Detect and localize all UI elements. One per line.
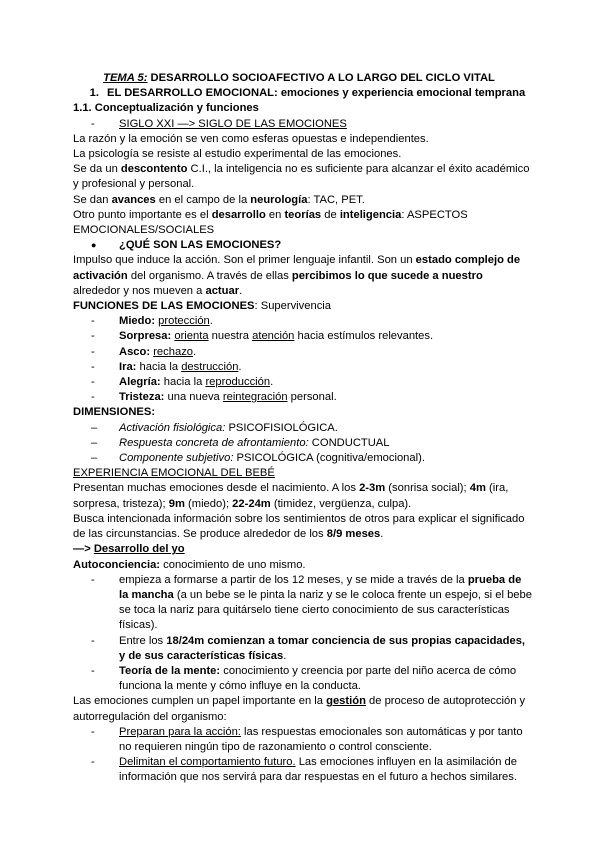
- document-title: TEMA 5: DESARROLLO SOCIOAFECTIVO A LO LARGO DEL CICLO VITAL: [103, 72, 495, 84]
- list-item: – Componente subjetivo: PSICOLÓGICA (cognitiva/emocional).: [91, 452, 425, 465]
- list-item: - Entre los 18/24m comienzan a tomar conciencia de sus propias capacidades, y de sus características físicas.: [91, 634, 526, 662]
- list-item: - Ira: hacia la destrucción.: [91, 360, 242, 373]
- list-item: - Preparan para la acción: las respuestas emocionales son automáticas y por tanto no requieren ningún tipo de razonamiento o control consciente.: [91, 725, 523, 753]
- paragraph: Impulso que induce la acción. Son el primer lenguaje infantil. Son un estado complejo de activación del organismo. A través de ellas percibimos lo que sucede a nuestro alrededor y nos mueven a actuar.: [73, 254, 521, 297]
- list-item: - Tristeza: una nueva reintegración personal.: [91, 391, 337, 404]
- paragraph: Autoconciencia: conocimiento de uno mismo.: [73, 558, 306, 571]
- list-item: - Teoría de la mente: conocimiento y creencia por parte del niño acerca de cómo funciona la mente y cómo influye en la conducta.: [91, 664, 517, 693]
- heading-funciones: FUNCIONES DE LAS EMOCIONES: Supervivencia: [73, 300, 332, 313]
- list-item: - empieza a formarse a partir de los 12 meses, y se mide a través de la prueba de la mancha (a un bebe se le pinta la nariz y se le coloca frente un espejo, si el bebe se toca la nariz para quitárselo tiene cierto conocimiento de sus características físicas).: [91, 573, 532, 632]
- paragraph: Busca intencionada información sobre los sentimientos de otros para explicar el significado de las circunstancias. Se produce alrededor de los 8/9 meses.: [73, 512, 525, 541]
- paragraph: Otro punto importante es el desarrollo en teorías de inteligencia: ASPECTOS EMOCIONALES/SOCIALES: [73, 208, 468, 237]
- paragraph: Se dan avances en el campo de la neurología: TAC, PET.: [73, 193, 365, 206]
- list-item: - Alegría: hacia la reproducción.: [91, 376, 274, 389]
- list-item: – Respuesta concreta de afrontamiento: CONDUCTUAL: [91, 436, 390, 449]
- list-item: – Activación fisiológica: PSICOFISIOLÓGICA.: [91, 421, 338, 434]
- heading-dimensiones: DIMENSIONES:: [73, 406, 156, 419]
- paragraph: La psicología se resiste al estudio experimental de las emociones.: [73, 148, 402, 161]
- list-item: - Delimitan el comportamiento futuro. Las emociones influyen en la asimilación de información que nos servirá para dar respuestas en el futuro a hechos similares.: [91, 756, 517, 784]
- paragraph: Las emociones cumplen un papel importante en la gestión de proceso de autoprotección y autorregulación del organismo:: [73, 695, 526, 723]
- heading-experiencia: EXPERIENCIA EMOCIONAL DEL BEBÉ: [73, 467, 275, 480]
- list-item-siglo: - SIGLO XXI —> SIGLO DE LAS EMOCIONES: [91, 117, 347, 130]
- paragraph: Presentan muchas emociones desde el nacimiento. A los 2-3m (sonrisa social); 4m (ira, sorpresa, tristeza); 9m (miedo); 22-24m (timidez, vergüenza, culpa).: [73, 482, 509, 510]
- section-heading-1: 1. EL DESARROLLO EMOCIONAL: emociones y experiencia emocional temprana: [89, 87, 526, 100]
- document-body: [73, 71, 533, 786]
- list-item: - Asco: rechazo.: [91, 345, 197, 358]
- paragraph: La razón y la emoción se ven como esferas opuestas e independientes.: [73, 132, 429, 145]
- list-item: - Sorpresa: orienta nuestra atención hacia estímulos relevantes.: [91, 330, 434, 343]
- list-item: - Miedo: protección.: [91, 315, 213, 328]
- paragraph: Se da un descontento C.I., la inteligencia no es suficiente para alcanzar el éxito académico y profesional y personal.: [73, 163, 530, 191]
- heading-desarrollo-yo: —> Desarrollo del yo: [73, 543, 185, 556]
- bullet-heading-que-son: ● ¿QUÉ SON LAS EMOCIONES?: [91, 239, 282, 252]
- subsection-heading-1-1: 1.1. Conceptualización y funciones: [73, 102, 259, 115]
